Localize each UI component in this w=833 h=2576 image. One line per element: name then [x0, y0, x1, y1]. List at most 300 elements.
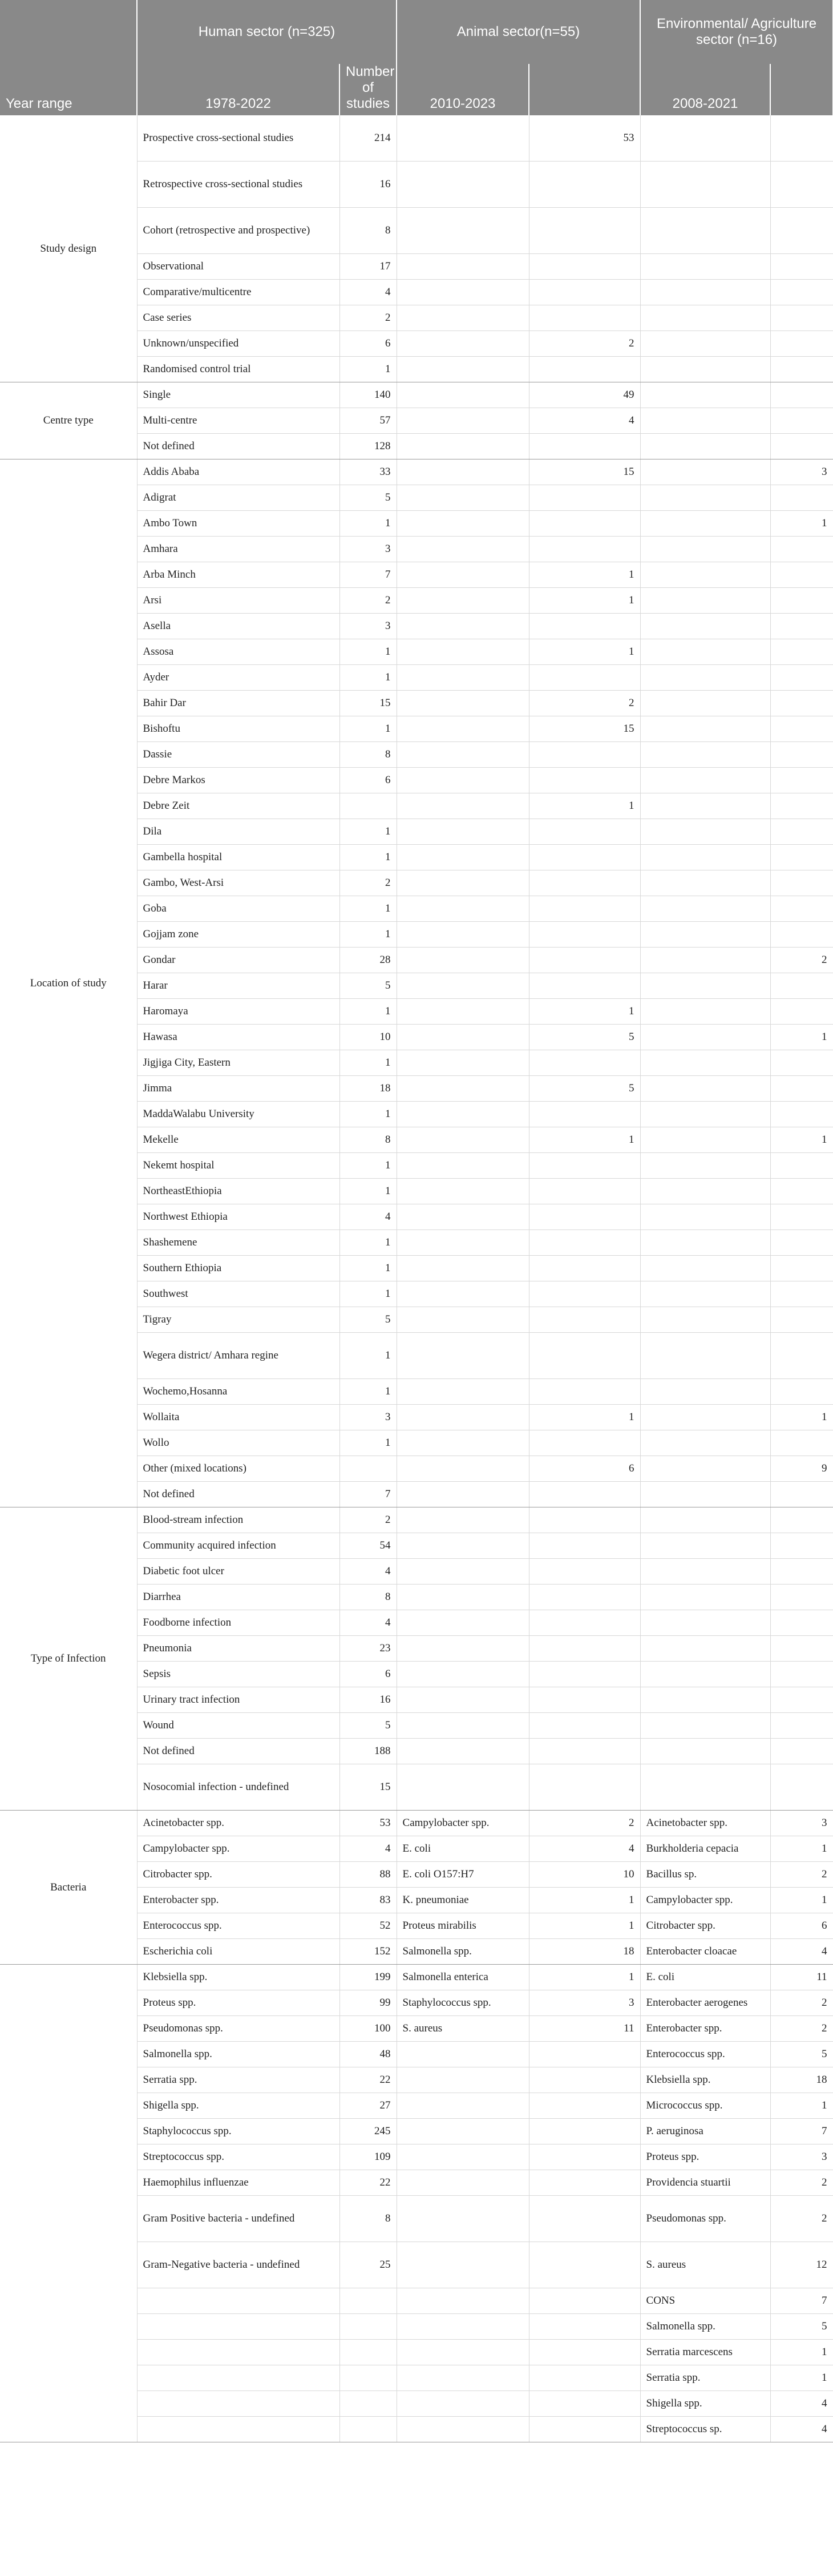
category-cell: Location of study [0, 459, 137, 1507]
env-count-cell [770, 382, 833, 408]
human-label-cell: Prospective cross-sectional studies [137, 115, 339, 162]
human-label-cell: Retrospective cross-sectional studies [137, 162, 339, 208]
animal-count-cell: 1 [529, 1127, 640, 1153]
animal-count-cell [529, 2391, 640, 2417]
env-label-cell: Klebsiella spp. [640, 2067, 770, 2093]
env-count-cell [770, 434, 833, 459]
human-label-cell: Cohort (retrospective and prospective) [137, 208, 339, 254]
animal-count-cell [529, 2042, 640, 2067]
animal-label-cell: Proteus mirabilis [397, 1913, 529, 1939]
animal-label-cell [397, 382, 529, 408]
animal-label-cell: S. aureus [397, 2016, 529, 2042]
animal-count-cell [529, 665, 640, 691]
human-label-cell: Bishoftu [137, 716, 339, 742]
animal-label-cell [397, 1636, 529, 1662]
env-count-cell [770, 1739, 833, 1764]
category-cell: Type of Infection [0, 1507, 137, 1811]
env-label-cell [640, 973, 770, 999]
human-count-cell: 1 [339, 665, 397, 691]
human-label-cell: Amhara [137, 537, 339, 562]
category-cell: Study design [0, 115, 137, 382]
animal-label-cell [397, 2042, 529, 2067]
env-label-cell: Burkholderia cepacia [640, 1836, 770, 1862]
env-label-cell [640, 1076, 770, 1102]
header-animal: Animal sector(n=55) [397, 0, 640, 64]
header-env-count [770, 64, 833, 115]
animal-label-cell [397, 588, 529, 614]
env-label-cell: Pseudomonas spp. [640, 2196, 770, 2242]
human-label-cell: Ayder [137, 665, 339, 691]
env-label-cell: Shigella spp. [640, 2391, 770, 2417]
env-label-cell [640, 691, 770, 716]
human-count-cell [339, 2365, 397, 2391]
human-label-cell: Gojjam zone [137, 922, 339, 948]
human-count-cell: 8 [339, 1127, 397, 1153]
human-label-cell: Staphylococcus spp. [137, 2119, 339, 2144]
header-blank [0, 0, 137, 64]
env-label-cell [640, 793, 770, 819]
animal-count-cell [529, 1281, 640, 1307]
human-count-cell: 1 [339, 1102, 397, 1127]
human-count-cell: 6 [339, 1662, 397, 1687]
env-count-cell [770, 1230, 833, 1256]
animal-count-cell: 3 [529, 1990, 640, 2016]
human-label-cell: Not defined [137, 434, 339, 459]
env-count-cell: 5 [770, 2042, 833, 2067]
animal-label-cell [397, 2242, 529, 2288]
human-label-cell: Other (mixed locations) [137, 1456, 339, 1482]
animal-label-cell [397, 2170, 529, 2196]
env-count-cell: 2 [770, 2196, 833, 2242]
env-count-cell: 1 [770, 2365, 833, 2391]
human-count-cell: 1 [339, 819, 397, 845]
human-count-cell: 1 [339, 1430, 397, 1456]
animal-label-cell [397, 1153, 529, 1179]
env-count-cell [770, 1379, 833, 1405]
human-label-cell: Case series [137, 305, 339, 331]
table-row [0, 1811, 833, 1836]
human-count-cell: 188 [339, 1739, 397, 1764]
env-label-cell [640, 639, 770, 665]
env-label-cell [640, 1739, 770, 1764]
animal-count-cell [529, 1430, 640, 1456]
header-animal-count [529, 64, 640, 115]
env-count-cell [770, 1636, 833, 1662]
animal-count-cell: 6 [529, 1456, 640, 1482]
category-cell [0, 1965, 137, 2442]
animal-count-cell [529, 1559, 640, 1585]
animal-count-cell [529, 742, 640, 768]
human-count-cell: 8 [339, 742, 397, 768]
human-label-cell: Single [137, 382, 339, 408]
env-count-cell [770, 1585, 833, 1610]
env-label-cell: Acinetobacter spp. [640, 1811, 770, 1836]
env-label-cell [640, 115, 770, 162]
human-label-cell: Southern Ethiopia [137, 1256, 339, 1281]
animal-label-cell [397, 1281, 529, 1307]
env-count-cell [770, 768, 833, 793]
animal-count-cell [529, 1102, 640, 1127]
human-count-cell: 1 [339, 1179, 397, 1204]
env-count-cell: 2 [770, 2016, 833, 2042]
env-count-cell [770, 1204, 833, 1230]
human-label-cell: Blood-stream infection [137, 1507, 339, 1533]
env-count-cell [770, 1307, 833, 1333]
env-count-cell [770, 280, 833, 305]
animal-label-cell [397, 115, 529, 162]
env-count-cell: 6 [770, 1913, 833, 1939]
env-label-cell: Salmonella spp. [640, 2314, 770, 2340]
env-label-cell: Enterobacter spp. [640, 2016, 770, 2042]
env-label-cell: Campylobacter spp. [640, 1888, 770, 1913]
animal-label-cell [397, 1204, 529, 1230]
animal-count-cell [529, 1585, 640, 1610]
env-label-cell [640, 162, 770, 208]
human-count-cell: 4 [339, 1836, 397, 1862]
env-label-cell [640, 562, 770, 588]
human-label-cell [137, 2391, 339, 2417]
animal-label-cell [397, 1076, 529, 1102]
human-label-cell: Escherichia coli [137, 1939, 339, 1965]
animal-label-cell [397, 280, 529, 305]
env-label-cell: Enterococcus spp. [640, 2042, 770, 2067]
env-label-cell [640, 614, 770, 639]
human-label-cell: Arsi [137, 588, 339, 614]
animal-count-cell [529, 2067, 640, 2093]
header-animal-years: 2010-2023 [397, 64, 529, 115]
animal-label-cell [397, 2067, 529, 2093]
animal-count-cell [529, 280, 640, 305]
animal-count-cell: 2 [529, 331, 640, 357]
env-count-cell [770, 896, 833, 922]
animal-count-cell [529, 870, 640, 896]
human-label-cell: Not defined [137, 1482, 339, 1507]
env-count-cell: 5 [770, 2314, 833, 2340]
human-count-cell: 48 [339, 2042, 397, 2067]
human-label-cell: Diabetic foot ulcer [137, 1559, 339, 1585]
animal-count-cell [529, 1050, 640, 1076]
env-label-cell [640, 768, 770, 793]
env-label-cell [640, 382, 770, 408]
header-human-years: 1978-2022 [137, 64, 339, 115]
env-label-cell [640, 1379, 770, 1405]
human-label-cell: Adigrat [137, 485, 339, 511]
animal-label-cell [397, 1559, 529, 1585]
animal-label-cell [397, 537, 529, 562]
env-label-cell [640, 537, 770, 562]
human-label-cell: Not defined [137, 1739, 339, 1764]
env-count-cell [770, 254, 833, 280]
env-label-cell [640, 254, 770, 280]
env-label-cell [640, 1050, 770, 1076]
human-count-cell: 1 [339, 1379, 397, 1405]
animal-label-cell: E. coli [397, 1836, 529, 1862]
human-count-cell: 4 [339, 1204, 397, 1230]
human-count-cell: 1 [339, 1153, 397, 1179]
env-count-cell [770, 1610, 833, 1636]
animal-label-cell [397, 896, 529, 922]
human-label-cell: Debre Markos [137, 768, 339, 793]
human-count-cell: 28 [339, 948, 397, 973]
env-label-cell [640, 1713, 770, 1739]
env-count-cell: 9 [770, 1456, 833, 1482]
animal-count-cell: 15 [529, 459, 640, 485]
human-label-cell: Wound [137, 1713, 339, 1739]
env-label-cell [640, 1204, 770, 1230]
animal-label-cell: E. coli O157:H7 [397, 1862, 529, 1888]
human-count-cell: 5 [339, 973, 397, 999]
animal-label-cell [397, 1333, 529, 1379]
animal-count-cell: 18 [529, 1939, 640, 1965]
animal-count-cell [529, 357, 640, 382]
env-label-cell [640, 1307, 770, 1333]
human-count-cell: 54 [339, 1533, 397, 1559]
animal-count-cell [529, 1610, 640, 1636]
human-label-cell: Dila [137, 819, 339, 845]
env-label-cell [640, 1405, 770, 1430]
animal-label-cell [397, 2119, 529, 2144]
human-label-cell: Shashemene [137, 1230, 339, 1256]
env-label-cell [640, 1687, 770, 1713]
env-label-cell [640, 1256, 770, 1281]
env-count-cell: 4 [770, 2417, 833, 2442]
animal-label-cell [397, 305, 529, 331]
human-count-cell: 7 [339, 1482, 397, 1507]
human-count-cell: 1 [339, 845, 397, 870]
animal-count-cell [529, 845, 640, 870]
animal-label-cell [397, 2340, 529, 2365]
env-label-cell: Serratia marcescens [640, 2340, 770, 2365]
animal-count-cell: 1 [529, 1913, 640, 1939]
human-label-cell: Sepsis [137, 1662, 339, 1687]
env-count-cell: 1 [770, 2340, 833, 2365]
env-count-cell [770, 588, 833, 614]
env-label-cell: E. coli [640, 1965, 770, 1990]
animal-label-cell [397, 162, 529, 208]
env-label-cell [640, 1333, 770, 1379]
human-count-cell: 8 [339, 208, 397, 254]
human-label-cell [137, 2314, 339, 2340]
animal-label-cell [397, 614, 529, 639]
animal-count-cell [529, 2093, 640, 2119]
animal-count-cell: 2 [529, 1811, 640, 1836]
animal-count-cell [529, 2288, 640, 2314]
animal-count-cell [529, 1764, 640, 1811]
animal-label-cell [397, 845, 529, 870]
animal-count-cell [529, 1179, 640, 1204]
env-label-cell [640, 845, 770, 870]
env-count-cell: 11 [770, 1965, 833, 1990]
human-count-cell: 15 [339, 1764, 397, 1811]
human-count-cell: 22 [339, 2067, 397, 2093]
env-count-cell: 3 [770, 459, 833, 485]
category-cell: Centre type [0, 382, 137, 459]
animal-label-cell [397, 331, 529, 357]
animal-count-cell [529, 1687, 640, 1713]
animal-count-cell [529, 819, 640, 845]
human-count-cell: 3 [339, 614, 397, 639]
animal-count-cell [529, 162, 640, 208]
env-count-cell [770, 1533, 833, 1559]
env-label-cell [640, 1102, 770, 1127]
env-count-cell [770, 1076, 833, 1102]
animal-label-cell [397, 1507, 529, 1533]
human-count-cell: 152 [339, 1939, 397, 1965]
human-label-cell: MaddaWalabu University [137, 1102, 339, 1127]
human-label-cell: Goba [137, 896, 339, 922]
human-label-cell: Gram-Negative bacteria - undefined [137, 2242, 339, 2288]
env-label-cell [640, 1025, 770, 1050]
human-count-cell: 1 [339, 999, 397, 1025]
animal-count-cell: 1 [529, 1965, 640, 1990]
header-env: Environmental/ Agriculture sector (n=16) [640, 0, 833, 64]
human-label-cell: Debre Zeit [137, 793, 339, 819]
human-label-cell: Tigray [137, 1307, 339, 1333]
animal-count-cell: 1 [529, 588, 640, 614]
env-label-cell [640, 1507, 770, 1533]
env-count-cell: 1 [770, 2093, 833, 2119]
human-label-cell: Asella [137, 614, 339, 639]
animal-label-cell [397, 2314, 529, 2340]
human-label-cell: Dassie [137, 742, 339, 768]
human-label-cell: Harar [137, 973, 339, 999]
env-count-cell [770, 819, 833, 845]
animal-count-cell [529, 1230, 640, 1256]
animal-count-cell [529, 1482, 640, 1507]
human-count-cell: 245 [339, 2119, 397, 2144]
animal-label-cell: Salmonella spp. [397, 1939, 529, 1965]
human-count-cell: 1 [339, 1281, 397, 1307]
env-count-cell: 1 [770, 1025, 833, 1050]
env-count-cell [770, 1430, 833, 1456]
env-label-cell [640, 1662, 770, 1687]
animal-count-cell: 4 [529, 408, 640, 434]
animal-count-cell: 1 [529, 999, 640, 1025]
animal-count-cell [529, 305, 640, 331]
env-count-cell [770, 973, 833, 999]
env-label-cell [640, 357, 770, 382]
animal-count-cell [529, 434, 640, 459]
env-count-cell: 3 [770, 2144, 833, 2170]
human-label-cell: Bahir Dar [137, 691, 339, 716]
env-label-cell [640, 1127, 770, 1153]
human-count-cell: 3 [339, 1405, 397, 1430]
animal-label-cell [397, 1379, 529, 1405]
animal-label-cell [397, 2288, 529, 2314]
table-header [0, 0, 833, 115]
animal-count-cell [529, 768, 640, 793]
env-label-cell [640, 1559, 770, 1585]
human-label-cell: Nekemt hospital [137, 1153, 339, 1179]
human-label-cell: Gram Positive bacteria - undefined [137, 2196, 339, 2242]
env-label-cell [640, 331, 770, 357]
human-count-cell: 4 [339, 280, 397, 305]
human-label-cell: Assosa [137, 639, 339, 665]
human-count-cell: 1 [339, 1050, 397, 1076]
animal-label-cell [397, 1430, 529, 1456]
human-label-cell: Diarrhea [137, 1585, 339, 1610]
animal-label-cell: Staphylococcus spp. [397, 1990, 529, 2016]
animal-label-cell [397, 1025, 529, 1050]
human-label-cell [137, 2365, 339, 2391]
env-label-cell [640, 1430, 770, 1456]
env-count-cell [770, 999, 833, 1025]
animal-label-cell [397, 1456, 529, 1482]
animal-label-cell [397, 1764, 529, 1811]
env-count-cell [770, 1559, 833, 1585]
animal-count-cell: 1 [529, 639, 640, 665]
animal-count-cell [529, 614, 640, 639]
env-label-cell [640, 1281, 770, 1307]
human-label-cell: Unknown/unspecified [137, 331, 339, 357]
env-label-cell [640, 280, 770, 305]
env-count-cell [770, 1153, 833, 1179]
env-count-cell: 1 [770, 1127, 833, 1153]
animal-label-cell [397, 793, 529, 819]
env-count-cell [770, 1482, 833, 1507]
env-count-cell: 1 [770, 1836, 833, 1862]
animal-count-cell [529, 1379, 640, 1405]
animal-count-cell [529, 1204, 640, 1230]
animal-label-cell [397, 1739, 529, 1764]
human-label-cell: Northwest Ethiopia [137, 1204, 339, 1230]
env-count-cell [770, 1713, 833, 1739]
human-count-cell: 1 [339, 1256, 397, 1281]
env-count-cell: 2 [770, 1862, 833, 1888]
animal-label-cell [397, 2093, 529, 2119]
human-count-cell [339, 2417, 397, 2442]
env-count-cell: 12 [770, 2242, 833, 2288]
env-count-cell: 4 [770, 1939, 833, 1965]
animal-label-cell [397, 742, 529, 768]
human-count-cell: 8 [339, 2196, 397, 2242]
animal-label-cell [397, 1405, 529, 1430]
animal-count-cell [529, 922, 640, 948]
human-label-cell [137, 2417, 339, 2442]
table-row [0, 115, 833, 162]
animal-label-cell [397, 1713, 529, 1739]
human-label-cell: Serratia spp. [137, 2067, 339, 2093]
human-count-cell: 128 [339, 434, 397, 459]
human-label-cell: Wegera district/ Amhara regine [137, 1333, 339, 1379]
env-count-cell [770, 793, 833, 819]
human-count-cell: 2 [339, 588, 397, 614]
animal-label-cell [397, 254, 529, 280]
env-label-cell [640, 485, 770, 511]
table-row [0, 1507, 833, 1533]
human-count-cell: 57 [339, 408, 397, 434]
animal-count-cell: 1 [529, 1888, 640, 1913]
animal-label-cell [397, 2144, 529, 2170]
env-count-cell [770, 331, 833, 357]
human-count-cell: 1 [339, 716, 397, 742]
animal-label-cell [397, 999, 529, 1025]
env-count-cell: 2 [770, 1990, 833, 2016]
human-count-cell [339, 2288, 397, 2314]
human-count-cell: 17 [339, 254, 397, 280]
animal-label-cell [397, 665, 529, 691]
human-count-cell: 1 [339, 511, 397, 537]
animal-label-cell [397, 870, 529, 896]
env-count-cell [770, 665, 833, 691]
env-count-cell [770, 1687, 833, 1713]
env-label-cell [640, 999, 770, 1025]
animal-label-cell [397, 2196, 529, 2242]
human-count-cell: 6 [339, 768, 397, 793]
human-count-cell: 1 [339, 357, 397, 382]
animal-label-cell [397, 1050, 529, 1076]
human-label-cell: Community acquired infection [137, 1533, 339, 1559]
